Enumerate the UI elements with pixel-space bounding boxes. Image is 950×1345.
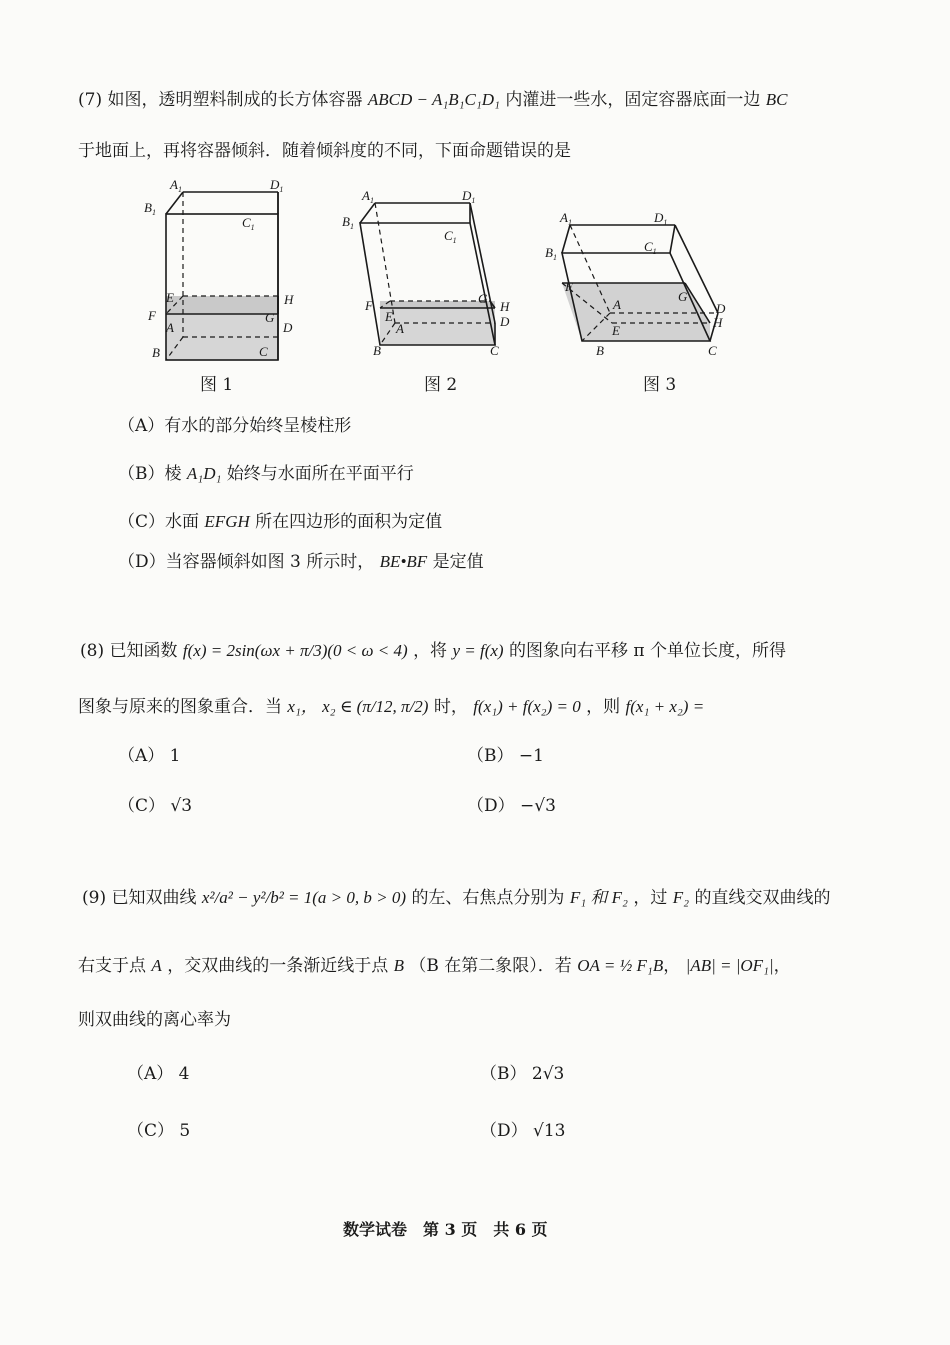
q9-stem-line2: 右支于点 A ，交双曲线的一条渐近线于点 B （B 在第二象限）．若 OA = ½ F₁B， |AB| = |OF₁|， (78, 956, 791, 976)
q8-option-c: （C） √3 (118, 796, 193, 816)
svg-text:H: H (284, 292, 294, 307)
svg-text:D1: $D_1$ (270, 177, 284, 194)
svg-text:A: A (613, 297, 621, 312)
q9-option-a: （A） 4 (127, 1064, 190, 1084)
q9-stem-line3: 则双曲线的离心率为 (78, 1010, 231, 1030)
q9-hyperbola: x²/a² − y²/b² = 1(a > 0, b > 0) (201, 888, 407, 907)
q7-option-a: （A）有水的部分始终呈棱柱形 (118, 416, 352, 436)
svg-text:C1: $C_1$ (444, 228, 457, 245)
svg-text:D: D (500, 314, 510, 329)
q7-container-name: ABCD − A₁B₁C₁D₁ (367, 90, 500, 109)
svg-text:C1: $C_1$ (242, 215, 255, 232)
figure-caption-1: 图 1 (200, 375, 234, 395)
q8-stem-line2: 图象与原来的图象重合．当 x₁， x₂ ∈ (π/12, π/2) 时， f(x₁) + f(x₂) = 0 ，则 f(x₁ + x₂) = (78, 697, 705, 717)
svg-text:B1: $B_1$ (545, 245, 557, 262)
svg-text:F: F (365, 298, 373, 313)
q7-option-c: （C）水面 EFGH 所在四边形的面积为定值 (118, 512, 443, 532)
svg-text:A1: $A_1$ (170, 177, 182, 194)
q8-option-d: （D） −√3 (467, 796, 556, 816)
q9-vector-condition: OA = ½ F₁B (577, 956, 664, 975)
svg-text:B: B (373, 343, 381, 358)
svg-text:E: E (385, 309, 393, 324)
svg-text:A1: $A_1$ (362, 188, 374, 205)
svg-text:G: G (678, 289, 688, 304)
q7-option-b: （B）棱 A₁D₁ 始终与水面所在平面平行 (118, 464, 414, 484)
svg-text:B1: $B_1$ (144, 200, 156, 217)
svg-text:B: B (152, 345, 160, 360)
q7-stem-line2: 于地面上，再将容器倾斜．随着倾斜度的不同，下面命题错误的是 (78, 141, 571, 161)
q8-option-b: （B） −1 (467, 746, 544, 766)
figure-2 (340, 183, 525, 363)
figure-3 (540, 203, 740, 363)
svg-text:C: C (708, 343, 717, 358)
svg-text:D: D (283, 320, 293, 335)
svg-text:F: F (565, 279, 573, 294)
q9-option-b: （B） 2√3 (480, 1064, 565, 1084)
q9-length-condition: |AB| = |OF₁| (685, 956, 774, 975)
q8-option-a: （A） 1 (118, 746, 181, 766)
svg-text:D1: $D_1$ (654, 210, 668, 227)
figure-caption-2: 图 2 (424, 375, 458, 395)
svg-text:D1: $D_1$ (462, 188, 476, 205)
svg-text:C1: $C_1$ (644, 239, 657, 256)
figure-1 (138, 172, 313, 372)
q9-option-d: （D） √13 (480, 1121, 566, 1141)
svg-text:A1: $A_1$ (560, 210, 572, 227)
svg-text:H: H (713, 315, 723, 330)
svg-text:C: C (259, 344, 268, 359)
svg-text:F: F (148, 308, 156, 323)
svg-text:D: D (716, 301, 726, 316)
q8-stem-line1: (8) 已知函数 f(x) = 2sin(ωx + π/3)(0 < ω < 4) ，将 y = f(x) 的图象向右平移 π 个单位长度，所得 (80, 641, 786, 661)
svg-text:G: G (478, 291, 488, 306)
q9-option-c: （C） 5 (127, 1121, 191, 1141)
q9-stem-line1: (9) 已知双曲线 x²/a² − y²/b² = 1(a > 0, b > 0) 的左、右焦点分别为 F₁ 和 F₂ ，过 F₂ 的直线交双曲线的 (82, 888, 831, 908)
svg-text:B1: $B_1$ (342, 214, 354, 231)
svg-text:C: C (490, 343, 499, 358)
figure-caption-3: 图 3 (643, 375, 677, 395)
page-footer: 数学试卷 第 3 页 共 6 页 (343, 1220, 548, 1239)
q7-option-d: （D）当容器倾斜如图 3 所示时， BE•BF 是定值 (118, 552, 484, 572)
q7-stem-line1: (7) 如图，透明塑料制成的长方体容器 ABCD − A₁B₁C₁D₁ 内灌进一些水，固定容器底面一边 BC (78, 90, 788, 110)
q8-function: f(x) = 2sin(ωx + π/3)(0 < ω < 4) (182, 641, 408, 660)
svg-text:B: B (596, 343, 604, 358)
svg-text:A: A (166, 320, 174, 335)
svg-text:G: G (265, 310, 275, 325)
svg-text:H: H (500, 299, 510, 314)
svg-text:E: E (612, 323, 620, 338)
svg-text:E: E (166, 290, 174, 305)
svg-text:A: A (396, 321, 404, 336)
